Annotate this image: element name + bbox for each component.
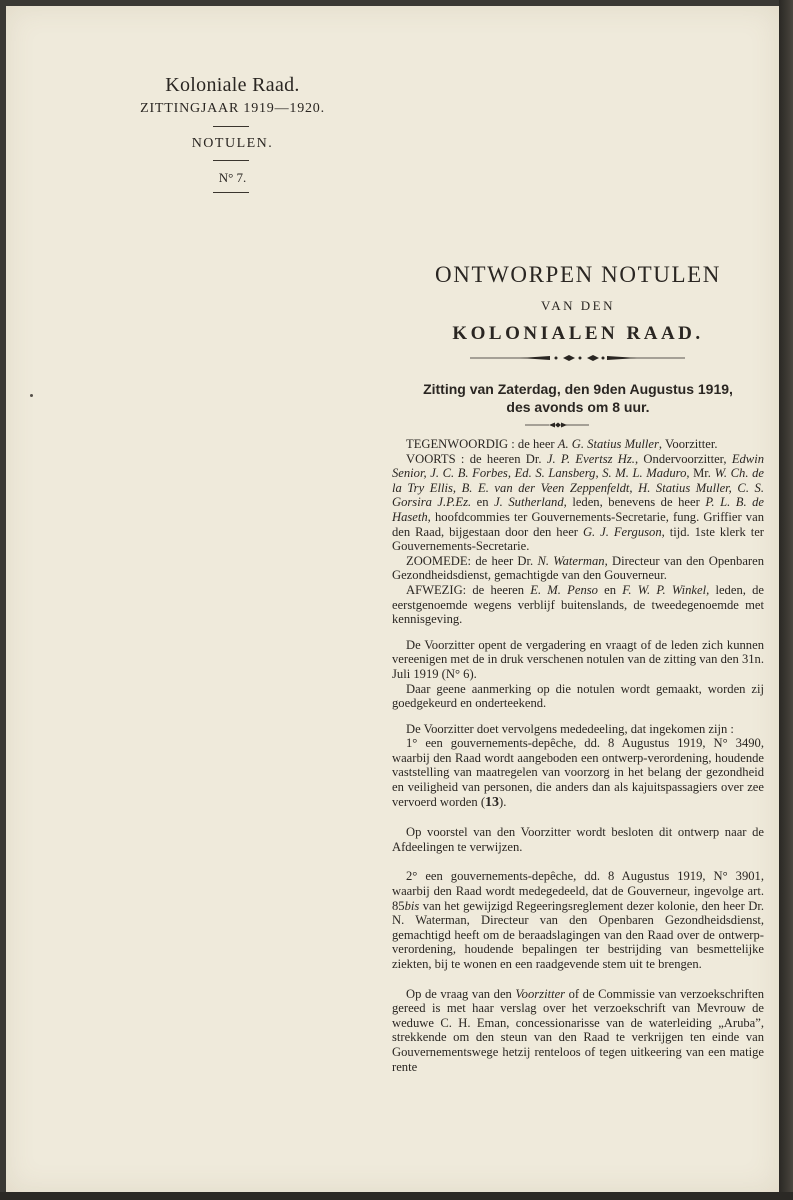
session-line-2: des avonds om 8 uur. xyxy=(506,399,650,415)
appendix-number: 13 xyxy=(485,794,500,810)
para-afwezig: AFWEZIG: de heeren E. M. Penso en F. W. P. Winkel, leden, de eerstgenoemde wegens verblijf buitenslands, de tweedegenoemde met kennisgeving. xyxy=(392,582,764,627)
header-rule xyxy=(213,126,249,127)
header-year: ZITTINGJAAR 1919—1920. xyxy=(140,101,325,116)
para-mededeeling: De Voorzitter doet vervolgens mededeeling, dat ingekomen zijn : xyxy=(406,721,734,736)
header-rule xyxy=(213,160,249,161)
margin-speck xyxy=(30,394,33,397)
header-notulen: NOTULEN. xyxy=(191,136,274,151)
minutes-body xyxy=(392,437,764,1074)
para-item-2: 2° een gouvernements-depêche, dd. 8 Augustus 1919, N° 3901, waarbij den Raad wordt medegedeeld, dat de Gouverneur, ingevolge art. 85bis van het gewijzigd Regeeringsreglement dezer kolonie, den heer Dr. N. Waterman, Directeur van den Openbaren Gezondheidsdienst, gemachtigd heeft om de beraadslagingen van den Raad over de ontwerp-verordening, houdende bepalingen ter bestrijding van besmettelijke ziekten, bij te wonen en een raadgevende stem uit te brengen. xyxy=(392,869,764,971)
scan-edge-bottom xyxy=(0,1192,793,1200)
main-title: ONTWORPEN NOTULEN xyxy=(435,262,721,287)
main-raad: KOLONIALEN RAAD. xyxy=(452,323,704,344)
header-rule xyxy=(213,192,249,193)
ornament-rule xyxy=(470,353,685,363)
para-item-1: 1° een gouvernements-depêche, dd. 8 Augustus 1919, N° 3490, waarbij den Raad wordt aangeboden een ontwerp-verordening, houdende vaststelling van maatregelen van voorzorg in het belang der gezondheid en veiligheid van personen, die anders dan als kajuitspassagiers over zee vervoerd worden (13). xyxy=(392,736,764,810)
scan-edge-right xyxy=(779,0,793,1200)
main-van-den: VAN DEN xyxy=(541,298,615,313)
header-title: Koloniale Raad. xyxy=(165,74,300,96)
session-line-1: Zitting van Zaterdag, den 9den Augustus 1919, xyxy=(423,381,733,397)
para-voorts: VOORTS : de heeren Dr. J. P. Evertsz Hz., Ondervoorzitter, Edwin Senior, J. C. B. Forbes, Ed. S. Lansberg, S. M. L. Maduro, Mr. W. Ch. de la Try Ellis, B. E. van der Veen Zeppenfeldt, H. Statius Muller, C. S. Gorsira J.P.Ez. en J. Sutherland, leden, benevens de heer P. L. B. de Haseth, hoofdcommies ter Gouvernements-Secretarie, fung. Griffier van den Raad, bijgestaan door den heer G. J. Ferguson, tijd. 1ste klerk ter Gouvernements-Secretarie. xyxy=(392,451,765,554)
para-voorstel: Op voorstel van den Voorzitter wordt besloten dit ontwerp naar de Afdeelingen te verwijzen. xyxy=(392,825,764,854)
para-vraag: Op de vraag van den Voorzitter of de Commissie van verzoekschriften gereed is met haar verslag over het verzoekschrift van Mevrouw de weduwe C. H. Eman, concessionarisse van de waterleiding „Aruba”, strekkende om den steun van den Raad te verkrijgen ten einde van Gouvernementswege hetzij renteloos of tegen uitkeering van een matige rente xyxy=(392,986,764,1074)
para-daar: Daar geene aanmerking op die notulen wordt gemaakt, worden zij goedgekeurd en onderteekend. xyxy=(392,681,764,711)
para-zoomede: ZOOMEDE: de heer Dr. N. Waterman, Directeur van den Openbaren Gezondheidsdienst, gemachtigde van den Gouverneur. xyxy=(392,553,764,583)
session-heading xyxy=(392,380,764,416)
para-tegenwoordig: TEGENWOORDIG : de heer A. G. Statius Muller, Voorzitter. xyxy=(406,437,718,451)
ornament-small xyxy=(525,421,589,429)
header-number: N° 7. xyxy=(218,170,247,185)
para-opent: De Voorzitter opent de vergadering en vraagt of de leden zich kunnen vereenigen met de in druk verschenen notulen van de zitting van den 31n. Juli 1919 (N° 6). xyxy=(392,637,764,681)
